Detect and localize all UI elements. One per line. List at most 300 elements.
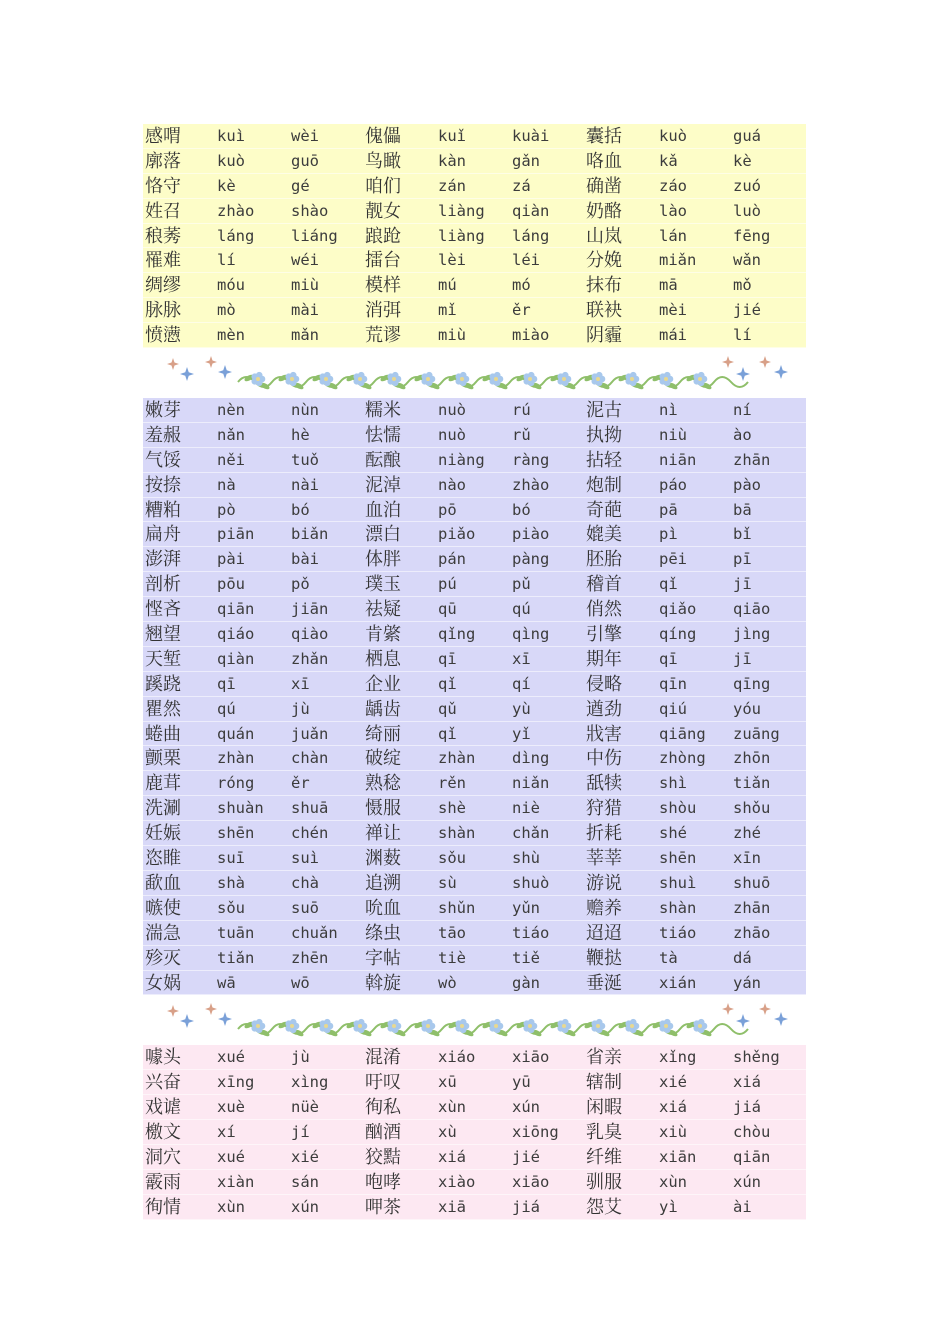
- pinyin-cell: shuō: [733, 873, 771, 892]
- word-row: [143, 199, 806, 224]
- pinyin-cell: guá: [733, 127, 761, 145]
- word-cell: 祛疑: [365, 599, 401, 621]
- word-row: [143, 423, 806, 448]
- pinyin-cell: sǒu: [217, 898, 245, 917]
- pinyin-cell: zhòng: [659, 749, 706, 768]
- word-cell: 踉跄: [365, 225, 401, 247]
- pinyin-cell: shào: [291, 201, 329, 220]
- pinyin-cell: pēi: [659, 550, 687, 569]
- pinyin-cell: piào: [512, 525, 550, 544]
- pinyin-cell: lí: [217, 251, 236, 270]
- pinyin-cell: dìng: [512, 749, 550, 768]
- pinyin-cell: qiān: [217, 600, 255, 619]
- pinyin-cell: pōu: [217, 575, 245, 594]
- pinyin-cell: xí: [217, 1123, 236, 1142]
- pinyin-cell: xián: [659, 973, 697, 992]
- word-cell: 靓女: [365, 200, 401, 222]
- pinyin-cell: xiàn: [217, 1172, 255, 1191]
- word-cell: 按捺: [145, 474, 181, 496]
- pinyin-cell: qiāo: [733, 600, 771, 619]
- pinyin-cell: tà: [659, 948, 678, 967]
- pinyin-cell: pán: [438, 550, 466, 569]
- word-cell: 吮血: [365, 897, 401, 919]
- word-cell: 狩猎: [586, 798, 622, 820]
- word-cell: 姓召: [145, 200, 181, 222]
- word-cell: 吁叹: [365, 1072, 401, 1094]
- pinyin-cell: fēng: [733, 226, 771, 245]
- pinyin-cell: zhàn: [438, 749, 476, 768]
- word-cell: 荒谬: [365, 325, 401, 347]
- sparkle-icon: [218, 1012, 232, 1026]
- pinyin-cell: tuǒ: [291, 450, 319, 469]
- word-row: [143, 473, 806, 498]
- word-cell: 璞玉: [365, 574, 401, 596]
- sparkle-icon: [759, 1003, 771, 1015]
- pinyin-cell: qǐng: [438, 625, 476, 644]
- word-cell: 狡黠: [365, 1146, 401, 1168]
- pinyin-cell: mú: [438, 276, 457, 295]
- pinyin-cell: xī: [291, 674, 310, 693]
- word-cell: 洗涮: [145, 798, 181, 820]
- word-cell: 闲暇: [586, 1097, 622, 1119]
- pinyin-cell: láng: [512, 226, 550, 245]
- pinyin-cell: xué: [217, 1147, 245, 1166]
- pinyin-cell: xìng: [291, 1073, 329, 1092]
- word-cell: 绮丽: [365, 723, 401, 745]
- word-cell: 徇情: [145, 1196, 181, 1218]
- pinyin-cell: pī: [733, 550, 752, 569]
- pinyin-cell: qī: [217, 674, 236, 693]
- pinyin-cell: sǒu: [438, 849, 466, 868]
- word-cell: 嫩芽: [145, 400, 181, 422]
- word-cell: 女娲: [145, 972, 181, 994]
- pinyin-cell: chuǎn: [291, 923, 338, 942]
- word-row: [143, 971, 806, 996]
- word-cell: 期年: [586, 648, 622, 670]
- word-cell: 奇葩: [586, 499, 622, 521]
- pinyin-cell: nuò: [438, 425, 466, 444]
- word-cell: 糯米: [365, 400, 401, 422]
- pinyin-cell: suī: [217, 849, 245, 868]
- pinyin-cell: zán: [438, 176, 466, 195]
- pinyin-cell: rěn: [438, 774, 466, 793]
- word-row: [143, 946, 806, 971]
- pinyin-cell: suì: [291, 849, 319, 868]
- word-cell: 咯血: [586, 150, 622, 172]
- word-cell: 漂白: [365, 524, 401, 546]
- word-row: [143, 622, 806, 647]
- pinyin-cell: mǎn: [291, 326, 319, 345]
- pinyin-cell: tiǎn: [217, 948, 255, 967]
- word-cell: 迢迢: [586, 922, 622, 944]
- pinyin-cell: xùn: [217, 1197, 245, 1216]
- word-cell: 渊薮: [365, 848, 401, 870]
- pinyin-cell: nùn: [291, 401, 319, 420]
- word-cell: 体胖: [365, 549, 401, 571]
- pinyin-cell: niè: [512, 799, 540, 818]
- word-row: [143, 896, 806, 921]
- word-cell: 恪守: [145, 175, 181, 197]
- pinyin-cell: ào: [733, 425, 752, 444]
- pinyin-cell: niǎn: [512, 774, 550, 793]
- pinyin-cell: guō: [291, 151, 319, 170]
- pinyin-cell: tiáo: [659, 923, 697, 942]
- word-cell: 呷茶: [365, 1196, 401, 1218]
- word-cell: 拈轻: [586, 449, 622, 471]
- word-cell: 确凿: [586, 175, 622, 197]
- pinyin-cell: rú: [512, 401, 531, 420]
- sparkle-icon: [722, 356, 734, 368]
- word-row: [143, 498, 806, 523]
- pinyin-cell: wō: [291, 973, 310, 992]
- pinyin-cell: qú: [217, 699, 236, 718]
- word-cell: 澎湃: [145, 549, 181, 571]
- sparkle-icon: [774, 1012, 788, 1026]
- pinyin-cell: pā: [659, 500, 678, 519]
- pinyin-cell: kuài: [512, 127, 550, 145]
- pinyin-cell: chǎn: [512, 824, 550, 843]
- word-row: [143, 846, 806, 871]
- word-cell: 折耗: [586, 823, 622, 845]
- pinyin-cell: gǎn: [512, 151, 540, 170]
- pinyin-cell: xún: [733, 1172, 761, 1191]
- pinyin-cell: piǎo: [438, 525, 476, 544]
- pinyin-cell: ní: [733, 401, 752, 420]
- word-cell: 消弭: [365, 300, 401, 322]
- pinyin-cell: pú: [438, 575, 457, 594]
- pinyin-cell: mèn: [217, 326, 245, 345]
- pinyin-cell: rǔ: [512, 425, 531, 444]
- sparkle-icon: [180, 1014, 194, 1028]
- pinyin-cell: jù: [291, 1048, 310, 1067]
- pinyin-cell: dá: [733, 948, 752, 967]
- pinyin-cell: qǐ: [438, 724, 457, 743]
- word-cell: 莘莘: [586, 848, 622, 870]
- pinyin-cell: sù: [438, 873, 457, 892]
- pinyin-cell: qìng: [512, 625, 550, 644]
- pinyin-cell: xiāo: [512, 1048, 550, 1067]
- pinyin-cell: kuǐ: [438, 127, 466, 145]
- pinyin-cell: lán: [659, 226, 687, 245]
- word-row: [143, 1195, 806, 1220]
- sparkle-icon: [167, 1005, 179, 1017]
- pinyin-cell: shà: [217, 873, 245, 892]
- pinyin-cell: yì: [659, 1197, 678, 1216]
- pinyin-cell: yǔn: [512, 898, 540, 917]
- pinyin-cell: xùn: [659, 1172, 687, 1191]
- pinyin-cell: liàng: [438, 201, 485, 220]
- pinyin-cell: láng: [217, 226, 255, 245]
- word-cell: 天堑: [145, 648, 181, 670]
- pinyin-cell: qiàn: [217, 649, 255, 668]
- pinyin-cell: juǎn: [291, 724, 329, 743]
- word-cell: 胚胎: [586, 549, 622, 571]
- word-cell: 蜷曲: [145, 723, 181, 745]
- pinyin-cell: yù: [512, 699, 531, 718]
- word-cell: 引擎: [586, 624, 622, 646]
- pinyin-cell: xù: [438, 1123, 457, 1142]
- word-row: [143, 796, 806, 821]
- pinyin-cell: chén: [291, 824, 329, 843]
- word-row: [143, 771, 806, 796]
- pinyin-cell: chòu: [733, 1123, 771, 1142]
- word-cell: 戏谑: [145, 1097, 181, 1119]
- pinyin-cell: qiān: [733, 1147, 771, 1166]
- pinyin-cell: mò: [217, 301, 236, 320]
- word-row: [143, 722, 806, 747]
- pinyin-cell: ěr: [512, 301, 531, 320]
- pinyin-cell: qiàn: [512, 201, 550, 220]
- pinyin-cell: qǐ: [438, 674, 457, 693]
- word-cell: 企业: [365, 673, 401, 695]
- word-row: [143, 921, 806, 946]
- pinyin-cell: pào: [733, 475, 761, 494]
- pinyin-cell: yǐ: [512, 724, 531, 743]
- pinyin-cell: tiáo: [512, 923, 550, 942]
- pinyin-cell: qīn: [659, 674, 687, 693]
- pinyin-cell: kè: [217, 176, 236, 195]
- word-row: [143, 547, 806, 572]
- sparkle-icon: [205, 356, 217, 368]
- word-cell: 擂台: [365, 250, 401, 272]
- word-row: [143, 1070, 806, 1095]
- word-row: [143, 224, 806, 249]
- pinyin-cell: zhān: [733, 898, 771, 917]
- pinyin-cell: piān: [217, 525, 255, 544]
- word-cell: 殄灭: [145, 947, 181, 969]
- pinyin-cell: shuì: [659, 873, 697, 892]
- pinyin-cell: mài: [291, 301, 319, 320]
- word-row: [143, 298, 806, 323]
- pinyin-cell: bó: [291, 500, 310, 519]
- pinyin-cell: shēn: [217, 824, 255, 843]
- word-cell: 脉脉: [145, 300, 181, 322]
- pinyin-cell: záo: [659, 176, 687, 195]
- pinyin-cell: chàn: [291, 749, 329, 768]
- word-cell: 扁舟: [145, 524, 181, 546]
- pinyin-cell: xuè: [217, 1098, 245, 1117]
- word-cell: 游说: [586, 872, 622, 894]
- word-cell: 糟粕: [145, 499, 181, 521]
- word-cell: 中伤: [586, 748, 622, 770]
- pinyin-cell: sán: [291, 1172, 319, 1191]
- pinyin-cell: nüè: [291, 1098, 319, 1117]
- word-row: [143, 522, 806, 547]
- pinyin-cell: pǔ: [512, 575, 531, 594]
- word-cell: 追溯: [365, 872, 401, 894]
- word-cell: 抹布: [586, 275, 622, 297]
- word-cell: 傀儡: [365, 126, 401, 147]
- pinyin-cell: pàng: [512, 550, 550, 569]
- pinyin-cell: qī: [659, 649, 678, 668]
- pinyin-cell: luò: [733, 201, 761, 220]
- pinyin-cell: xún: [291, 1197, 319, 1216]
- pinyin-cell: kuì: [217, 127, 245, 145]
- sparkle-icon: [759, 356, 771, 368]
- pinyin-cell: mèi: [659, 301, 687, 320]
- pinyin-cell: jī: [733, 575, 752, 594]
- pinyin-cell: miǎn: [659, 251, 697, 270]
- word-cell: 羞赧: [145, 424, 181, 446]
- pinyin-cell: jié: [512, 1147, 540, 1166]
- pinyin-cell: jiá: [512, 1197, 540, 1216]
- pinyin-cell: qú: [512, 600, 531, 619]
- pinyin-cell: qí: [512, 674, 531, 693]
- pinyin-cell: nài: [291, 475, 319, 494]
- pinyin-cell: zhǎn: [291, 649, 329, 668]
- word-row: [143, 597, 806, 622]
- pinyin-cell: xiáo: [438, 1048, 476, 1067]
- floral-divider: [143, 995, 806, 1045]
- pinyin-cell: qiáo: [217, 625, 255, 644]
- pinyin-cell: tiè: [438, 948, 466, 967]
- pinyin-cell: yū: [512, 1073, 531, 1092]
- section-x-y: [143, 1045, 806, 1219]
- word-cell: 廓落: [145, 150, 181, 172]
- pinyin-cell: shǒu: [733, 799, 771, 818]
- sparkle-icon: [218, 365, 232, 379]
- word-cell: 囊括: [586, 126, 622, 147]
- sparkle-icon: [774, 365, 788, 379]
- word-cell: 悭吝: [145, 599, 181, 621]
- word-cell: 禅让: [365, 823, 401, 845]
- word-cell: 执拗: [586, 424, 622, 446]
- sparkle-icon: [722, 1003, 734, 1015]
- pinyin-cell: xiá: [659, 1098, 687, 1117]
- word-row: [143, 1095, 806, 1120]
- pinyin-cell: nà: [217, 475, 236, 494]
- word-cell: 颤栗: [145, 748, 181, 770]
- word-cell: 稽首: [586, 574, 622, 596]
- sparkle-icon: [736, 1014, 750, 1028]
- word-row: [143, 647, 806, 672]
- pinyin-cell: wéi: [291, 251, 319, 270]
- pinyin-cell: pì: [659, 525, 678, 544]
- pinyin-cell: mā: [659, 276, 678, 295]
- pinyin-cell: zhōn: [733, 749, 771, 768]
- pinyin-cell: pò: [217, 500, 236, 519]
- word-row: [143, 273, 806, 298]
- pinyin-cell: nǎn: [217, 425, 245, 444]
- pinyin-cell: nì: [659, 401, 678, 420]
- pinyin-cell: zhēn: [291, 948, 329, 967]
- word-cell: 嗾使: [145, 897, 181, 919]
- pinyin-cell: pài: [217, 550, 245, 569]
- pinyin-cell: jí: [291, 1123, 310, 1142]
- word-row: [143, 871, 806, 896]
- word-cell: 兴奋: [145, 1072, 181, 1094]
- word-cell: 怨艾: [586, 1196, 622, 1218]
- sparkle-icon: [167, 358, 179, 370]
- pinyin-cell: pǒ: [291, 575, 310, 594]
- pinyin-cell: mái: [659, 326, 687, 345]
- pinyin-cell: xiá: [733, 1073, 761, 1092]
- sparkle-icon: [180, 367, 194, 381]
- pinyin-cell: xún: [512, 1098, 540, 1117]
- pinyin-cell: shěng: [733, 1048, 780, 1067]
- pinyin-cell: nuò: [438, 401, 466, 420]
- pinyin-cell: zhāo: [733, 923, 771, 942]
- word-cell: 俏然: [586, 599, 622, 621]
- pinyin-cell: liáng: [291, 226, 338, 245]
- pinyin-cell: xū: [438, 1073, 457, 1092]
- pinyin-cell: páo: [659, 475, 687, 494]
- pinyin-cell: zuó: [733, 176, 761, 195]
- word-row: [143, 248, 806, 273]
- word-cell: 鞭挞: [586, 947, 622, 969]
- pinyin-cell: léi: [512, 251, 540, 270]
- word-cell: 噱头: [145, 1047, 181, 1069]
- pinyin-cell: jìng: [733, 625, 771, 644]
- pinyin-cell: miù: [438, 326, 466, 345]
- section-n-w: [143, 398, 806, 995]
- word-cell: 媲美: [586, 524, 622, 546]
- pinyin-cell: qíng: [659, 625, 697, 644]
- pinyin-cell: hè: [291, 425, 310, 444]
- word-cell: 咆哮: [365, 1171, 401, 1193]
- word-cell: 乳臭: [586, 1122, 622, 1144]
- word-cell: 山岚: [586, 225, 622, 247]
- word-cell: 恣睢: [145, 848, 181, 870]
- pinyin-cell: xī: [512, 649, 531, 668]
- word-cell: 分娩: [586, 250, 622, 272]
- word-cell: 瞿然: [145, 698, 181, 720]
- pinyin-cell: xiāo: [512, 1172, 550, 1191]
- pinyin-cell: tāo: [438, 923, 466, 942]
- pinyin-cell: niàng: [438, 450, 485, 469]
- word-cell: 鹿茸: [145, 773, 181, 795]
- word-cell: 酗酒: [365, 1122, 401, 1144]
- word-row: [143, 398, 806, 423]
- word-row: [143, 1045, 806, 1070]
- pinyin-cell: qǔ: [438, 699, 457, 718]
- word-cell: 愤懑: [145, 325, 181, 347]
- pinyin-cell: zá: [512, 176, 531, 195]
- word-cell: 熟稔: [365, 773, 401, 795]
- word-cell: 绦虫: [365, 922, 401, 944]
- pinyin-cell: kǎ: [659, 151, 678, 170]
- word-row: [143, 672, 806, 697]
- pinyin-cell: shēn: [659, 849, 697, 868]
- pinyin-cell: zhān: [733, 450, 771, 469]
- pinyin-cell: tiǎn: [733, 774, 771, 793]
- word-cell: 模样: [365, 275, 401, 297]
- word-cell: 歃血: [145, 872, 181, 894]
- pinyin-cell: zhé: [733, 824, 761, 843]
- sparkle-icon: [736, 367, 750, 381]
- pinyin-cell: qiāng: [659, 724, 706, 743]
- word-cell: 省亲: [586, 1047, 622, 1069]
- word-cell: 斡旋: [365, 972, 401, 994]
- word-cell: 檄文: [145, 1122, 181, 1144]
- word-row: [143, 697, 806, 722]
- pinyin-cell: jiá: [733, 1098, 761, 1117]
- pinyin-cell: móu: [217, 276, 245, 295]
- pinyin-cell: niù: [659, 425, 687, 444]
- word-cell: 酝酿: [365, 449, 401, 471]
- word-cell: 洞穴: [145, 1146, 181, 1168]
- pinyin-cell: shè: [438, 799, 466, 818]
- word-row: [143, 174, 806, 199]
- pinyin-cell: ràng: [512, 450, 550, 469]
- word-cell: 蹊跷: [145, 673, 181, 695]
- word-cell: 徇私: [365, 1097, 401, 1119]
- pinyin-cell: qī: [438, 649, 457, 668]
- pinyin-cell: lào: [659, 201, 687, 220]
- word-cell: 稂莠: [145, 225, 181, 247]
- pinyin-cell: zhào: [217, 201, 255, 220]
- word-cell: 剖析: [145, 574, 181, 596]
